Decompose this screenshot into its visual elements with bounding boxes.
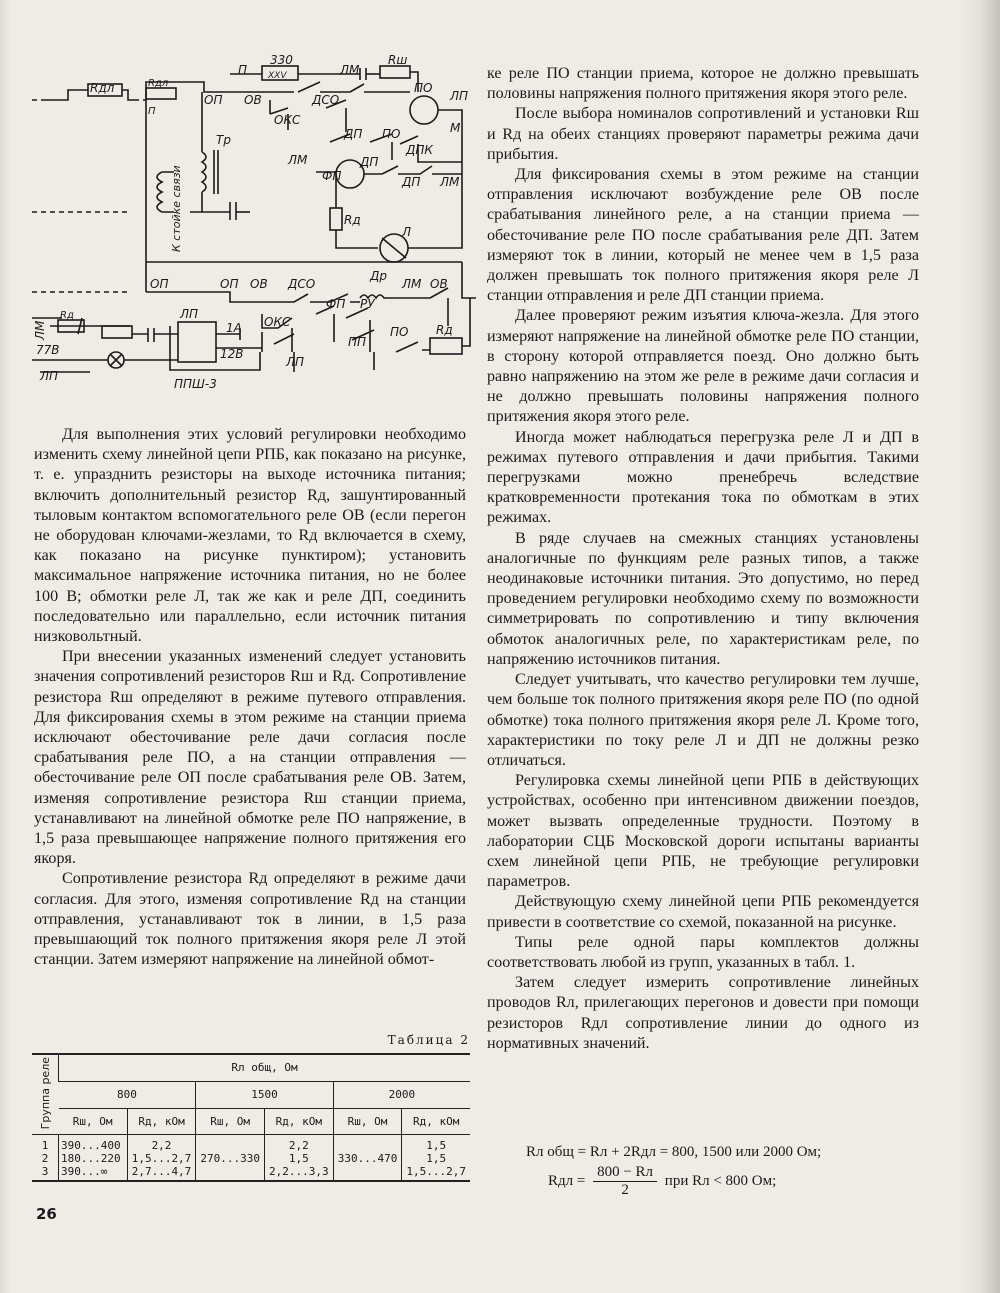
- label-oks-bottom: ОКС: [264, 315, 291, 329]
- formula-total-resistance: Rл общ = Rл + 2Rдл = 800, 1500 или 2000 Ом;: [526, 1144, 822, 1160]
- page-shadow-right: [960, 0, 1000, 1293]
- paragraph: Далее проверяют режим изъятия ключа-жезла. Для этого измеряют напряжение на линейной обмотке реле ПО станции, в сторону которой отправляется поезд. Оно должно быть равно напряжению на этом же реле в режиме дачи согласия и не должно превышать половины напряжения полного притяжения якоря этого реле.: [487, 307, 919, 426]
- table-sub-header: Rд, кОм: [127, 1108, 196, 1135]
- label-lm-bottom: ЛМ: [402, 277, 422, 291]
- paragraph: Иногда может наблюдаться перегрузка реле Л и ДП в режимах путевого отправления и дачи прибытия. Такими перегрузками можно пренебречь вследствие кратковременности протекания тока по обмоткам в этих режимах.: [487, 428, 919, 527]
- label-dp-coil: ДП: [360, 155, 379, 169]
- label-xxv: XXV: [268, 71, 287, 81]
- table-section-header: 2000: [333, 1081, 470, 1108]
- label-r-d-left: Rд: [60, 310, 74, 321]
- label-lm-top: ЛМ: [340, 63, 360, 77]
- formula-r-dl-lhs: Rдл =: [548, 1172, 586, 1189]
- label-77v: 77В: [36, 343, 60, 357]
- label-lp-coil: ЛП: [450, 89, 469, 103]
- label-r-dl-left: Rдл: [90, 81, 115, 95]
- paragraph: Для выполнения этих условий регулировки необходимо изменить схему линейной цепи РПБ, как показано на рисунке, т. е. упразднить резисторы на выходе источника питания; включить дополнительный резистор Rд, зашунтированный тыловым контактом вспомогательного реле ОВ (если перегон не оборудован ключами-жезлами, то Rд включается в схему, как показано на рисунке пунктиром); установить максимальное напряжение источника питания, но не более 100 В; обмотки реле Л, так же как и реле ДП, соединить последовательно или параллельно, если источник питания низковольтный.: [34, 426, 466, 646]
- label-cable: К стойке связи: [170, 165, 183, 252]
- label-dp-contact: ДП: [402, 175, 421, 189]
- right-column: [487, 64, 919, 1054]
- label-fuse: 1А: [226, 321, 242, 335]
- paragraph: Типы реле одной пары комплектов должны соответствовать любой из групп, указанных в табл. 1.: [487, 933, 919, 971]
- label-fp-bottom: ФП: [326, 297, 346, 311]
- table-cell-rsh-2000: 330...470: [333, 1135, 402, 1182]
- table-caption: Таблица 2: [387, 1033, 470, 1047]
- label-dr: Др: [370, 269, 387, 283]
- circuit-diagram: [30, 52, 476, 402]
- table-super-header: Rл общ, Ом: [59, 1054, 471, 1081]
- label-lp-block: ЛП: [180, 307, 199, 321]
- formula-fraction: [593, 1164, 657, 1199]
- left-column: [34, 425, 466, 970]
- label-ru: РУ: [360, 297, 375, 311]
- label-ppsh: ППШ-3: [174, 377, 217, 391]
- paragraph: После выбора номиналов сопротивлений и установки Rш и Rд на обеих станциях проверяют параметры режима дачи прибытия.: [487, 105, 919, 163]
- formula-r-dl-rhs: при Rл < 800 Ом;: [664, 1172, 777, 1189]
- label-dso-top: ДСО: [312, 93, 340, 107]
- label-oks-top: ОКС: [274, 113, 301, 127]
- table-cell-rd-800: 2,2 1,5...2,7 2,7...4,7: [127, 1135, 196, 1182]
- table-cell-rd-1500: 2,2 1,5 2,2...3,3: [265, 1135, 334, 1182]
- table-sub-header: Rш, Ом: [333, 1108, 402, 1135]
- label-ov-top: ОВ: [244, 93, 262, 107]
- paragraph: Регулировка схемы линейной цепи РПБ в действующих устройствах, особенно при интенсивном движении поездов, может вызвать определенные трудности. Поэтому в лаборатории СЦБ Московской дороги испытаны варианты схем линейной цепи РПБ, не требующие регулировки параметров.: [487, 772, 919, 891]
- table-cell-rd-2000: 1,5 1,5 1,5...2,7: [402, 1135, 470, 1182]
- formula-denominator: 2: [621, 1182, 629, 1198]
- label-m: М: [450, 121, 461, 135]
- label-r-sh: Rш: [388, 53, 408, 67]
- label-pp: ПП: [348, 335, 367, 349]
- table-sub-header: Rш, Ом: [196, 1108, 265, 1135]
- table-sub-header: Rд, кОм: [265, 1108, 334, 1135]
- label-op-left: ОП: [150, 277, 169, 291]
- paragraph: ке реле ПО станции приема, которое не должно превышать половины напряжения полного притяжения якоря этого реле.: [487, 65, 919, 103]
- label-r-d-mid: Rд: [344, 213, 361, 227]
- label-tr: Тр: [216, 133, 231, 147]
- label-dso-bottom: ДСО: [288, 277, 316, 291]
- label-fp-mid: ФП: [322, 169, 342, 183]
- label-dp-top: ДП: [344, 127, 363, 141]
- label-lm-left: ЛМ: [33, 320, 47, 340]
- label-ov-bottom: ОВ: [250, 277, 268, 291]
- paragraph: Затем следует измерить сопротивление линейных проводов Rл, прилегающих перегонов и довести при помощи резисторов Rдл сопротивление линии до одного из нормативных значений.: [487, 974, 919, 1052]
- label-po-bottom: ПО: [390, 325, 409, 339]
- label-lp-mid: ЛП: [286, 355, 305, 369]
- formula-r-dl: [548, 1164, 776, 1199]
- label-op-bottom: ОП: [220, 277, 239, 291]
- label-lm-mid: ЛМ: [288, 153, 308, 167]
- table-sub-header: Rд, кОм: [402, 1108, 470, 1135]
- label-po-coil: ПО: [414, 81, 433, 95]
- paragraph: В ряде случаев на смежных станциях установлены аналогичные по функциям реле разных типов, а также неодинаковые источники питания. Это допустимо, но перед проведением регулировки необходимо схему по возможности симметрировать по сопротивлению и типу включения обмоток аналогичных реле, по характеристикам реле, по напряжению источников питания.: [487, 529, 919, 668]
- formula-numerator: 800 − Rл: [593, 1164, 657, 1182]
- page-number: 26: [36, 1205, 57, 1223]
- table-cell-rsh-800: 390...400 180...220 390...∞: [59, 1135, 128, 1182]
- paragraph: Сопротивление резистора Rд определяют в режиме дачи согласия. Для этого, изменяя сопротивление Rд на станции отправления, устанавливают ток в линии, в 1,5 раза превышающий ток полного притяжения якоря реле Л этой станции. Затем измеряют напряжение на линейной обмот-: [34, 870, 466, 969]
- table-cell-group: 1 2 3: [41, 1139, 49, 1179]
- table-group-header-text: Группа реле: [38, 1057, 52, 1130]
- table-row: [32, 1135, 470, 1182]
- label-po-mid: ПО: [382, 127, 401, 141]
- label-r-d-bottom: Rд: [436, 323, 453, 337]
- label-12v: 12В: [220, 347, 244, 361]
- table-sub-header: Rш, Ом: [59, 1108, 128, 1135]
- label-lp-left: ЛП: [40, 369, 59, 383]
- table-2: [32, 1053, 470, 1182]
- label-330: 330: [270, 53, 293, 67]
- label-op-top: ОП: [204, 93, 223, 107]
- table-section-header: 800: [59, 1081, 196, 1108]
- paragraph: Для фиксирования схемы в этом режиме на станции отправления исключают возбуждение реле ОВ после срабатывания линейного реле, а на станции приема — обесточивание реле ПО после срабатывания реле ДП. Затем измеряют ток в линии, который не менее чем в 1,5 раза должен превышать ток полного притяжения якоря реле Л станции отправления и реле ДП станции приема.: [487, 166, 919, 305]
- table-cell-rsh-1500: 270...330: [196, 1135, 265, 1182]
- paragraph: Следует учитывать, что качество регулировки тем лучше, чем больше ток полного притяжения якоря реле ПО (по одной обмотке) тока полного притяжения якоря реле Л. Кроме того, характеристики по току реле Л и ДП не должны резко отличаться.: [487, 671, 919, 769]
- label-dpk: ДПК: [406, 143, 433, 157]
- table-group-header: [32, 1054, 59, 1135]
- label-p-small: П: [148, 106, 156, 117]
- label-lm-right: ЛМ: [440, 175, 460, 189]
- label-ov-right: ОВ: [430, 277, 448, 291]
- label-l-lamp: Л: [402, 225, 412, 239]
- paragraph: Действующую схему линейной цепи РПБ рекомендуется привести в соответствие со схемой, показанной на рисунке.: [487, 893, 919, 931]
- paragraph: При внесении указанных изменений следует установить значения сопротивлений резисторов Rш и Rд. Сопротивление резистора Rш определяют в режиме путевого отправления. Для фиксирования схемы в этом режиме на станции приема исключают обесточивание реле дачи согласия после срабатывания реле ПО, а на станции отправления — обесточивание реле ОП после срабатывания реле ОВ. Затем, изменяя сопротивление резистора Rш станции приема, устанавливают на линейной обмотке реле ПО напряжение, в 1,5 раза превышающее напряжение полного притяжения его якоря.: [34, 648, 466, 868]
- table-section-header: 1500: [196, 1081, 333, 1108]
- label-p-top: П: [238, 63, 248, 77]
- page-shadow-left: [0, 0, 12, 1293]
- label-r-dl-right: Rдл: [148, 78, 169, 89]
